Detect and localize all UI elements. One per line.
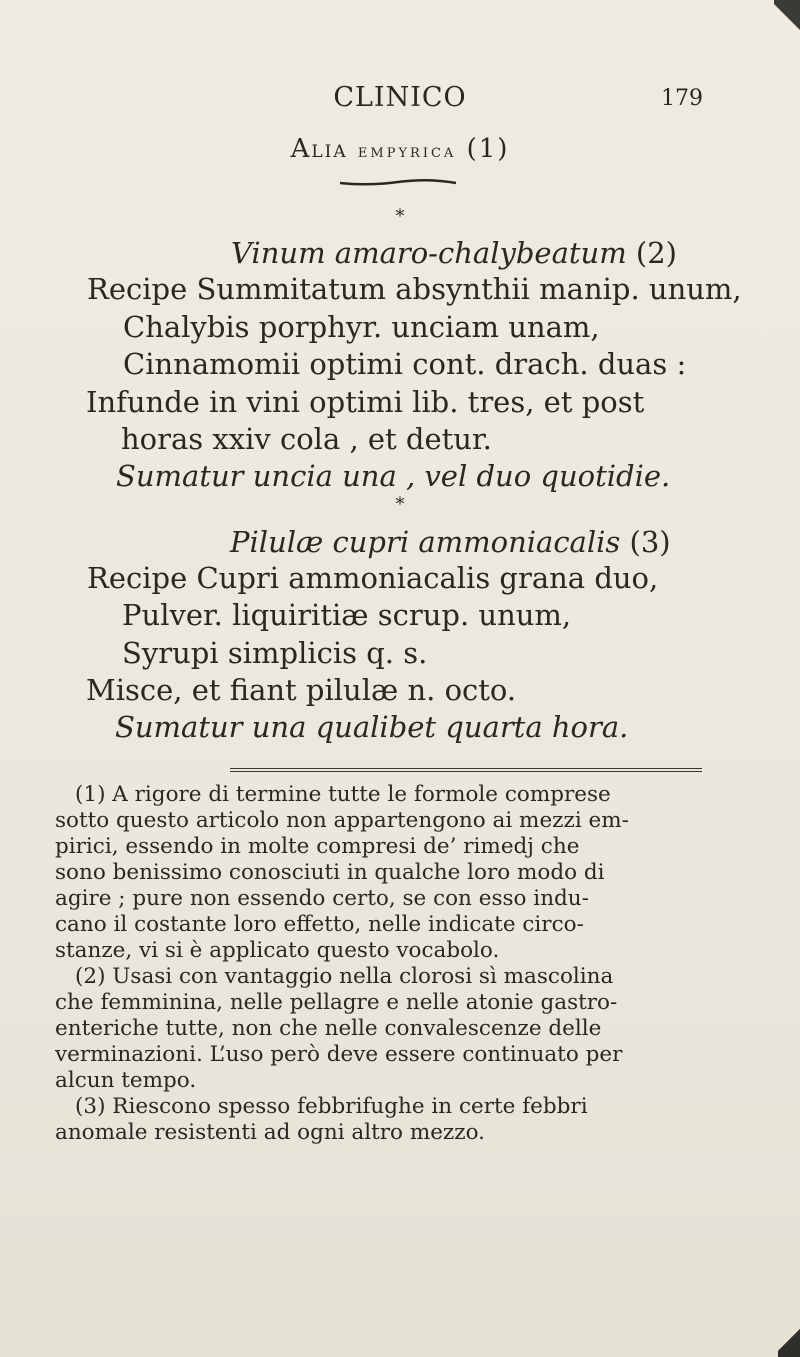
recipe-line: Infunde in vini optimi lib. tres, et post <box>86 385 645 419</box>
footnote-line: stanze, vi si è applicato questo vocabolo. <box>55 938 500 963</box>
ornament-rule <box>338 178 458 188</box>
footnote-line: (2) Usasi con vantaggio nella clorosi sì mascolina <box>75 964 614 989</box>
recipe-dosage: Sumatur uncia una , vel duo quotidie. <box>116 459 671 493</box>
recipe-line: Misce, et fiant pilulæ n. octo. <box>86 673 517 707</box>
recipe-line: Cinnamomii optimi cont. drach. duas : <box>123 347 687 381</box>
recipe-title-text: Vinum amaro-chalybeatum <box>231 236 627 270</box>
recipe-line: horas xxiv cola , et detur. <box>121 422 492 456</box>
running-title: CLINICO <box>333 82 467 113</box>
star-divider-2: * <box>395 494 405 515</box>
footnote-rule-line <box>230 771 702 772</box>
footnote-line: cano il costante loro effetto, nelle indicate circo- <box>55 912 584 937</box>
star-divider-1: * <box>395 206 405 227</box>
footnotes <box>55 782 745 1146</box>
footnote-line: che femminina, nelle pellagre e nelle atonie gastro- <box>55 990 618 1015</box>
page-corner-shadow <box>774 0 800 40</box>
recipe-title-2 <box>230 525 671 559</box>
recipe-line: Recipe Summitatum absynthii manip. unum, <box>87 272 742 306</box>
recipe-line: Chalybis porphyr. unciam unam, <box>123 310 600 344</box>
page-corner-shadow <box>778 1317 800 1357</box>
section-title <box>0 134 800 164</box>
footnote-line: (1) A rigore di termine tutte le formole comprese <box>75 782 611 807</box>
section-title-rest: lia <box>311 135 348 163</box>
footnote-rule <box>230 768 702 772</box>
recipe-line: Recipe Cupri ammoniacalis grana duo, <box>87 561 659 595</box>
recipe-title-ref: (3) <box>629 525 671 559</box>
recipe-line: Pulver. liquiritiæ scrup. unum, <box>122 598 572 632</box>
running-head <box>0 82 800 122</box>
recipe-title-ref: (2) <box>635 236 678 270</box>
recipe-title-1 <box>231 236 677 270</box>
footnote-line: (3) Riescono spesso febbrifughe in certe febbri <box>75 1094 588 1119</box>
footnote-line: agire ; pure non essendo certo, se con esso indu- <box>55 886 589 911</box>
footnote-line: verminazioni. L’uso però deve essere continuato per <box>55 1042 623 1067</box>
footnote-line: sono benissimo conosciuti in qualche loro modo di <box>55 860 605 885</box>
recipe-title-text: Pilulæ cupri ammoniacalis <box>230 525 621 559</box>
section-title-footnote-ref: (1) <box>466 134 510 164</box>
footnote-rule-line <box>230 768 702 769</box>
recipe-dosage: Sumatur una qualibet quarta hora. <box>115 710 629 744</box>
section-title-second: empyrica <box>357 141 457 162</box>
section-title-initial: A <box>290 134 312 164</box>
footnote-line: pirici, essendo in molte compresi de’ rimedj che <box>55 834 580 859</box>
recipe-line: Syrupi simplicis q. s. <box>122 636 428 670</box>
footnote-line: anomale resistenti ad ogni altro mezzo. <box>55 1120 485 1145</box>
page-number: 179 <box>661 86 703 111</box>
footnote-line: sotto questo articolo non appartengono ai mezzi em- <box>55 808 629 833</box>
footnote-line: enteriche tutte, non che nelle convalescenze delle <box>55 1016 602 1041</box>
footnote-line: alcun tempo. <box>55 1068 197 1093</box>
